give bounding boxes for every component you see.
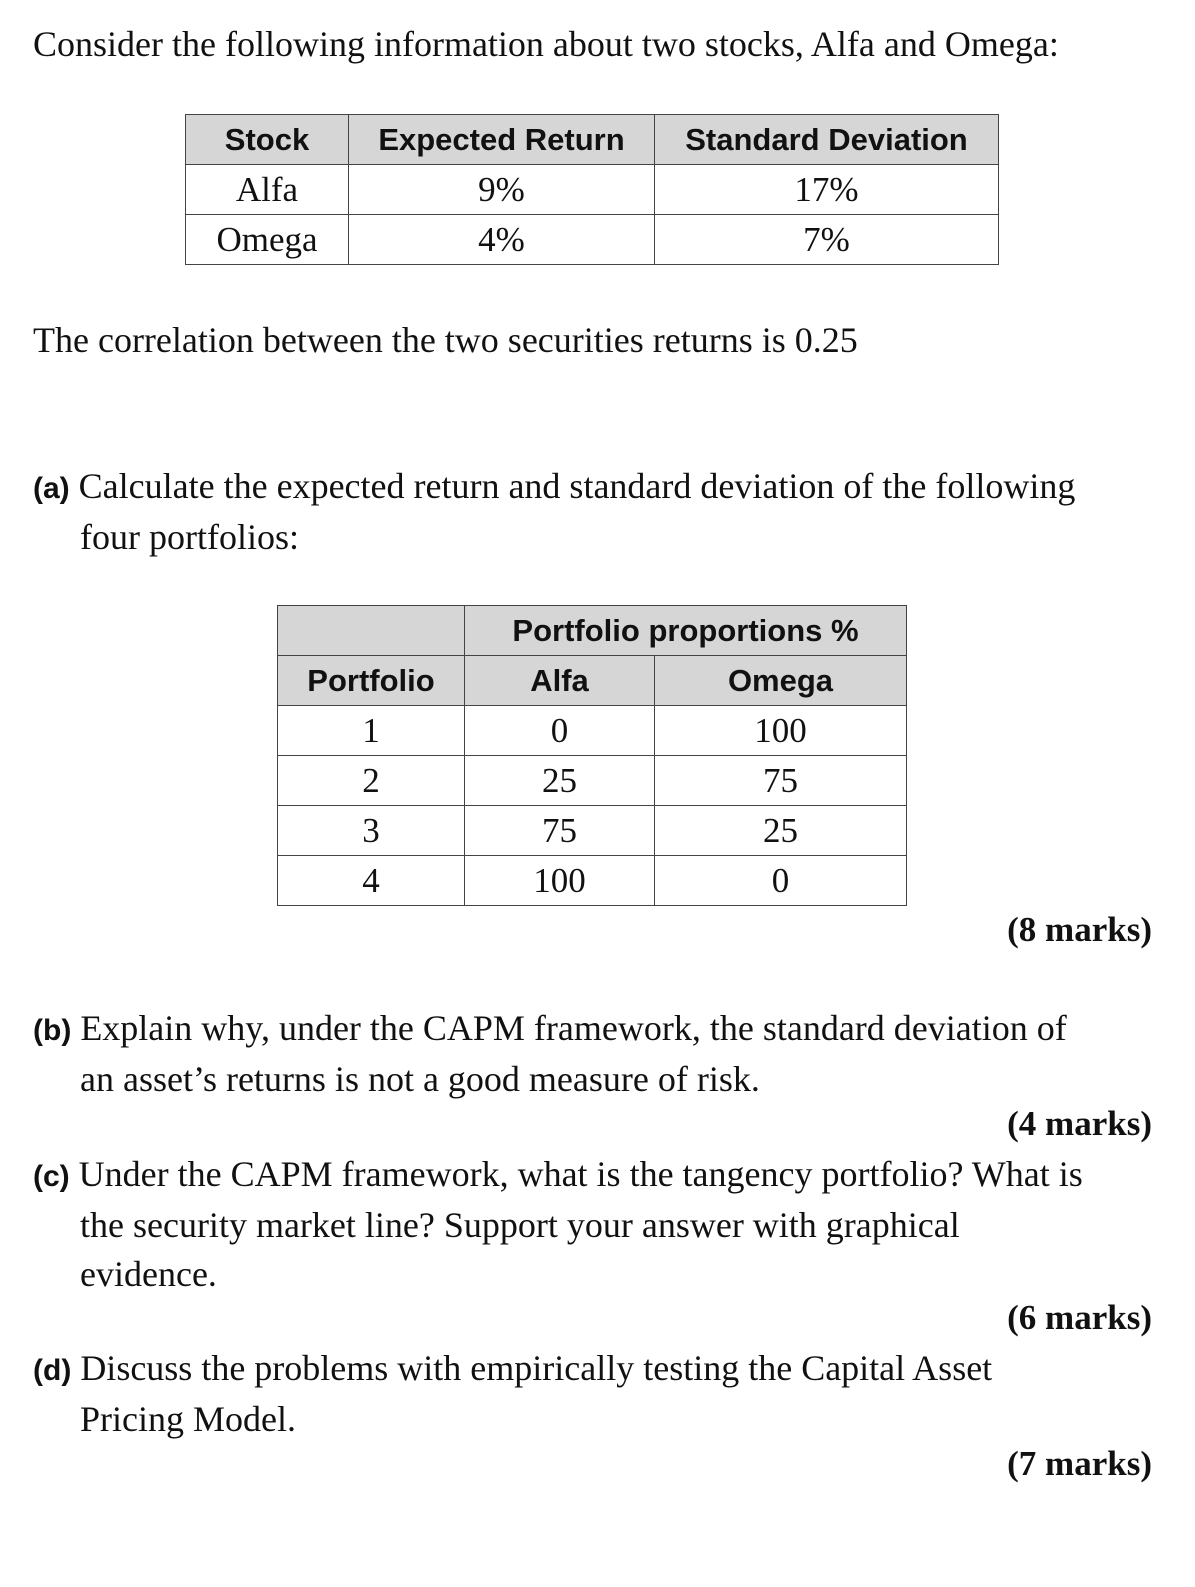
stock-name: Omega: [186, 215, 349, 265]
stock-name: Alfa: [186, 165, 349, 215]
omega-proportion: 0: [655, 856, 907, 906]
part-a-marks: (8 marks): [1007, 910, 1152, 949]
omega-proportion: 100: [655, 706, 907, 756]
table-row: [278, 706, 907, 756]
part-a-line-1: Calculate the expected return and standard deviation of the following: [78, 466, 1076, 506]
standard-deviation: 17%: [655, 165, 999, 215]
part-b-marks: (4 marks): [1007, 1104, 1152, 1143]
portfolio-proportions-header: Portfolio proportions %: [465, 606, 907, 656]
blank-header-cell: [278, 606, 465, 656]
part-b: [33, 1004, 1067, 1104]
part-d-marks: (7 marks): [1007, 1444, 1152, 1483]
table-row: [186, 215, 999, 265]
stocks-table: [185, 114, 999, 265]
omega-proportion: 25: [655, 806, 907, 856]
portfolio-table: [277, 605, 907, 906]
header-standard-deviation: Standard Deviation: [655, 115, 999, 165]
header-portfolio: Portfolio: [278, 656, 465, 706]
table-row: [186, 165, 999, 215]
part-b-line-2: an asset’s returns is not a good measure of risk.: [80, 1059, 760, 1099]
portfolio-number: 2: [278, 756, 465, 806]
part-c: [33, 1150, 1083, 1299]
part-b-label: (b): [33, 1014, 72, 1047]
part-b-line-1: Explain why, under the CAPM framework, the standard deviation of: [80, 1008, 1067, 1048]
table-row: [278, 856, 907, 906]
header-expected-return: Expected Return: [349, 115, 655, 165]
portfolio-number: 3: [278, 806, 465, 856]
part-a-line-2: four portfolios:: [80, 517, 299, 557]
header-alfa: Alfa: [465, 656, 655, 706]
correlation-text: The correlation between the two securities returns is 0.25: [33, 320, 858, 360]
portfolio-number: 1: [278, 706, 465, 756]
part-c-marks: (6 marks): [1007, 1298, 1152, 1337]
header-stock: Stock: [186, 115, 349, 165]
alfa-proportion: 100: [465, 856, 655, 906]
part-d: [33, 1344, 992, 1444]
omega-proportion: 75: [655, 756, 907, 806]
part-c-line-2: the security market line? Support your answer with graphical: [80, 1205, 960, 1245]
intro-text: Consider the following information about two stocks, Alfa and Omega:: [33, 24, 1059, 64]
table-row: [278, 806, 907, 856]
part-c-label: (c): [33, 1160, 70, 1193]
part-c-line-3: evidence.: [80, 1254, 217, 1294]
alfa-proportion: 75: [465, 806, 655, 856]
part-d-line-2: Pricing Model.: [80, 1399, 296, 1439]
part-d-line-1: Discuss the problems with empirically testing the Capital Asset: [80, 1348, 993, 1388]
alfa-proportion: 25: [465, 756, 655, 806]
standard-deviation: 7%: [655, 215, 999, 265]
part-a: [33, 462, 1075, 562]
table-row: [278, 756, 907, 806]
alfa-proportion: 0: [465, 706, 655, 756]
part-a-label: (a): [33, 472, 70, 505]
portfolio-number: 4: [278, 856, 465, 906]
part-d-label: (d): [33, 1354, 72, 1387]
header-omega: Omega: [655, 656, 907, 706]
expected-return: 4%: [349, 215, 655, 265]
expected-return: 9%: [349, 165, 655, 215]
part-c-line-1: Under the CAPM framework, what is the tangency portfolio? What is: [78, 1154, 1083, 1194]
